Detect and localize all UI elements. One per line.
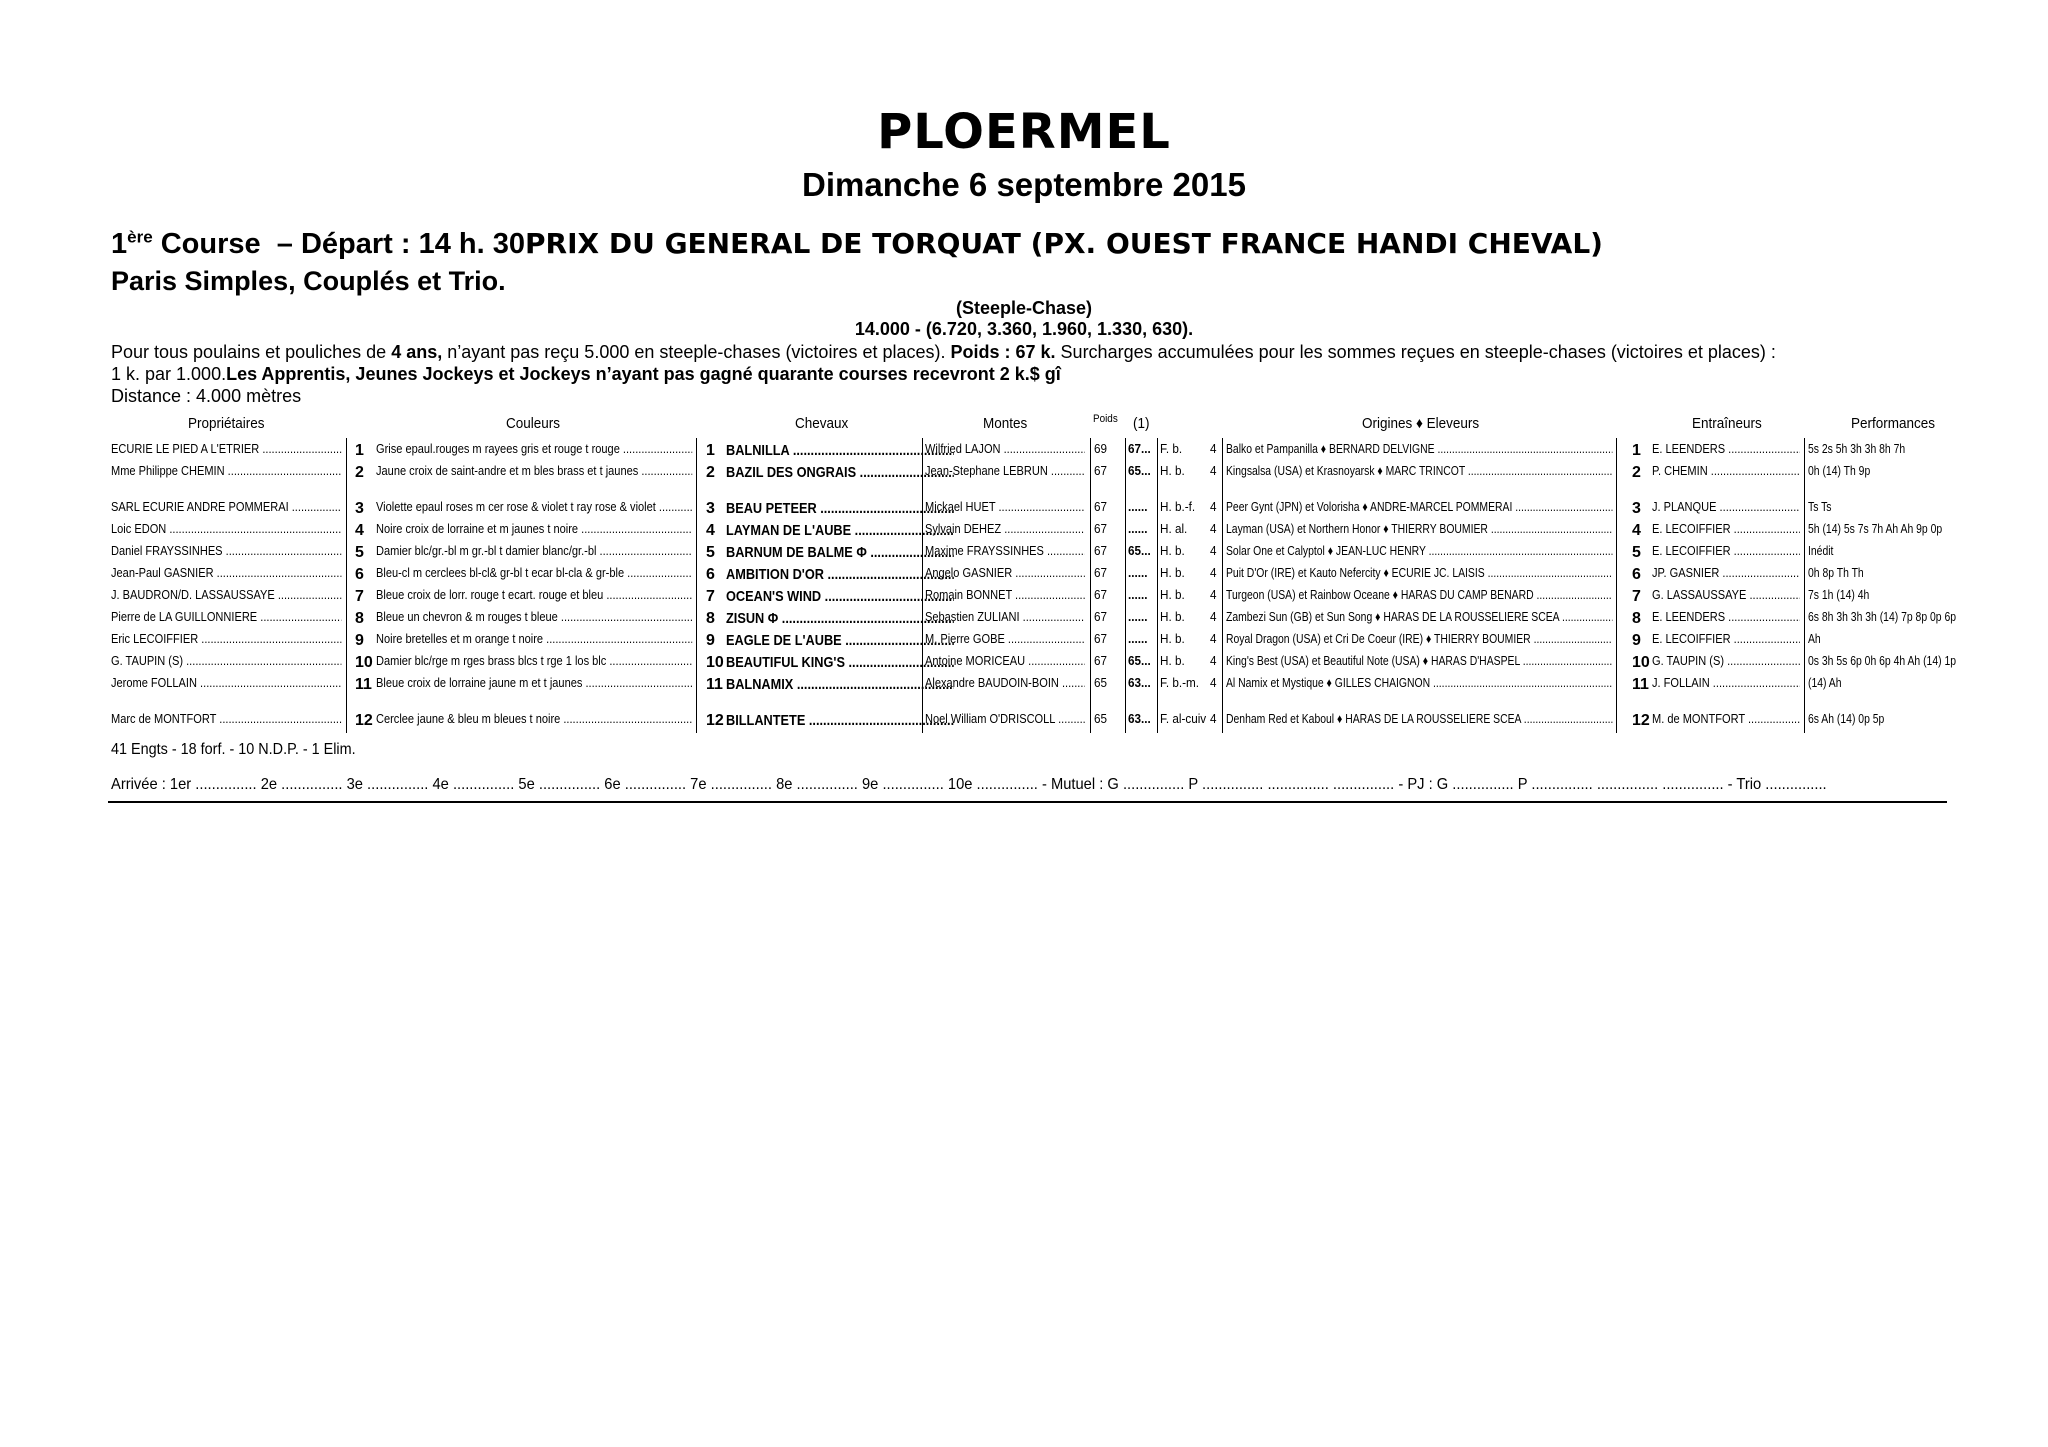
colors-cell: Grise epaul.rouges m rayees gris et rouge t rouge ..... [376, 438, 692, 460]
colors-cell: Jaune croix de saint-andre et m bles brass et t jaunes ..... [376, 460, 692, 482]
horse-name: BILLANTETE ..... [726, 708, 954, 734]
weight-cell: 67 [1094, 631, 1108, 646]
jockey-cell: Jean-Stephane LEBRUN ..... [925, 460, 1085, 482]
owner-cell: Marc de MONTFORT ..... [111, 708, 341, 730]
horse-number: 8 [706, 610, 715, 627]
age-cell: 4 [1210, 463, 1217, 478]
prize-money: 14.000 - (6.720, 3.360, 1.960, 1.330, 630). [854, 319, 1194, 339]
perf-cell: 6s Ah (14) 0p 5p [1808, 711, 1885, 726]
horse-number: 2 [706, 464, 715, 481]
age-cell: 4 [1210, 499, 1217, 514]
header-poids: Poids [1093, 413, 1118, 425]
origin-cell: Al Namix et Mystique ♦ GILLES CHAIGNON ..... [1226, 672, 1612, 694]
header-montes: Montes [983, 415, 1028, 432]
trainer-cell: E. LECOIFFIER ..... [1652, 518, 1800, 540]
age-cell: 4 [1210, 675, 1217, 690]
course-label: Course [160, 228, 261, 260]
owner-cell: J. BAUDRON/D. LASSAUSSAYE ..... [111, 584, 341, 606]
owner-cell: ECURIE LE PIED A L'ETRIER ..... [111, 438, 341, 460]
trainer-number: 7 [1632, 588, 1641, 605]
weight2-cell: ...... [1128, 499, 1148, 514]
origin-cell: Solar One et Calyptol ♦ JEAN-LUC HENRY ..... [1226, 540, 1612, 562]
sex-cell: H. b.-f. [1160, 499, 1196, 514]
perf-cell: Ts Ts [1808, 499, 1832, 514]
trainer-number: 9 [1632, 632, 1641, 649]
perf-cell: (14) Ah [1808, 675, 1842, 690]
trainer-number: 1 [1632, 442, 1641, 459]
colors-cell: Bleue un chevron & m rouges t bleue ..... [376, 606, 692, 628]
cond-extra: gî [1039, 364, 1061, 384]
horse-number: 9 [706, 632, 715, 649]
origin-cell: Zambezi Sun (GB) et Sun Song ♦ HARAS DE LA ROUSSELIERE SCEA ..... [1226, 606, 1612, 628]
horse-name: ZISUN Φ ..... [726, 606, 954, 632]
header-origines: Origines ♦ Eleveurs [1362, 415, 1480, 432]
colors-cell: Cerclee jaune & bleu m bleues t noire ..... [376, 708, 692, 730]
header-chevaux: Chevaux [795, 415, 849, 432]
trainer-cell: G. LASSAUSSAYE ..... [1652, 584, 1800, 606]
weight2-cell: ...... [1128, 565, 1148, 580]
sex-cell: H. b. [1160, 631, 1185, 646]
bet-types: Paris Simples, Couplés et Trio. [111, 266, 506, 296]
age-cell: 4 [1210, 631, 1217, 646]
colors-cell: Bleue croix de lorraine jaune m et t jaunes ..... [376, 672, 692, 694]
trainer-cell: E. LEENDERS ..... [1652, 438, 1800, 460]
jockey-cell: Angelo GASNIER ..... [925, 562, 1085, 584]
owner-number: 4 [355, 522, 364, 539]
table-row [0, 606, 2048, 628]
cond-text: Surcharges accumulées pour les sommes reçues en steeple-chases (victoires et places) : [1055, 342, 1776, 362]
weight2-cell: 65... [1128, 653, 1151, 668]
sex-cell: H. al. [1160, 521, 1188, 536]
table-row [0, 672, 2048, 694]
weight2-cell: 65... [1128, 543, 1151, 558]
weight-cell: 67 [1094, 653, 1108, 668]
owner-cell: Eric LECOIFFIER ..... [111, 628, 341, 650]
table-row [0, 628, 2048, 650]
owner-number: 2 [355, 464, 364, 481]
owner-cell: Jerome FOLLAIN ..... [111, 672, 341, 694]
trainer-cell: E. LEENDERS ..... [1652, 606, 1800, 628]
owner-cell: G. TAUPIN (S) ..... [111, 650, 341, 672]
owner-number: 8 [355, 610, 364, 627]
trainer-number: 8 [1632, 610, 1641, 627]
jockey-cell: Wilfried LAJON ..... [925, 438, 1085, 460]
trainer-number: 4 [1632, 522, 1641, 539]
table-row [0, 496, 2048, 518]
origin-cell: Denham Red et Kaboul ♦ HARAS DE LA ROUSSELIERE SCEA ..... [1226, 708, 1612, 730]
sex-cell: H. b. [1160, 653, 1185, 668]
weight-cell: 67 [1094, 587, 1108, 602]
origin-cell: Balko et Pampanilla ♦ BERNARD DELVIGNE ..... [1226, 438, 1612, 460]
table-row [0, 562, 2048, 584]
horse-name: BALNAMIX ..... [726, 672, 954, 698]
trainer-cell: J. FOLLAIN ..... [1652, 672, 1800, 694]
weight-cell: 65 [1094, 711, 1108, 726]
cond-age: 4 ans, [391, 342, 443, 362]
origin-cell: King's Best (USA) et Beautiful Note (USA) ♦ HARAS D'HASPEL ..... [1226, 650, 1612, 672]
course-number: 1 [111, 228, 128, 260]
weight2-cell: 63... [1128, 711, 1151, 726]
perf-cell: 0h (14) Th 9p [1808, 463, 1871, 478]
horse-number: 5 [706, 544, 715, 561]
trainer-number: 12 [1632, 712, 1650, 729]
colors-cell: Damier blc/rge m rges brass blcs t rge 1 los blc ..... [376, 650, 692, 672]
weight-cell: 67 [1094, 609, 1108, 624]
prix-name: PRIX DU GENERAL DE TORQUAT (PX. OUEST FRANCE HANDI CHEVAL) [525, 227, 1603, 260]
owner-number: 10 [355, 654, 373, 671]
origin-cell: Turgeon (USA) et Rainbow Oceane ♦ HARAS DU CAMP BENARD ..... [1226, 584, 1612, 606]
sex-cell: H. b. [1160, 587, 1185, 602]
jockey-cell: Sylvain DEHEZ ..... [925, 518, 1085, 540]
header-performances: Performances [1851, 415, 1936, 432]
trainer-number: 5 [1632, 544, 1641, 561]
sex-cell: H. b. [1160, 463, 1185, 478]
jockey-cell: Alexandre BAUDOIN-BOIN ..... [925, 672, 1085, 694]
header-p1: (1) [1133, 415, 1150, 432]
jockey-cell: Antoine MORICEAU ..... [925, 650, 1085, 672]
cond-weight: Poids : 67 k. [950, 342, 1056, 362]
age-cell: 4 [1210, 521, 1217, 536]
conditions-line-1 [111, 342, 1776, 363]
weight2-cell: 65... [1128, 463, 1151, 478]
trainer-cell: M. de MONTFORT ..... [1652, 708, 1800, 730]
table-row [0, 708, 2048, 730]
table-row [0, 650, 2048, 672]
trainer-number: 2 [1632, 464, 1641, 481]
owner-number: 11 [355, 676, 372, 693]
weight2-cell: ...... [1128, 631, 1148, 646]
weight2-cell: ...... [1128, 587, 1148, 602]
weight-cell: 67 [1094, 543, 1108, 558]
age-cell: 4 [1210, 587, 1217, 602]
owner-cell: SARL ECURIE ANDRE POMMERAI ..... [111, 496, 341, 518]
race-type: (Steeple-Chase) [955, 298, 1093, 318]
jockey-cell: Romain BONNET ..... [925, 584, 1085, 606]
colors-cell: Bleu-cl m cerclees bl-cl& gr-bl t ecar bl-cla & gr-ble ..... [376, 562, 692, 584]
horse-name: BARNUM DE BALME Φ ..... [726, 540, 954, 566]
perf-cell: Ah [1808, 631, 1821, 646]
horse-name: OCEAN'S WIND ..... [726, 584, 954, 610]
weight-cell: 67 [1094, 463, 1108, 478]
colors-cell: Noire bretelles et m orange t noire ..... [376, 628, 692, 650]
horse-number: 3 [706, 500, 715, 517]
owner-cell: Daniel FRAYSSINHES ..... [111, 540, 341, 562]
header-entraineurs: Entraîneurs [1692, 415, 1762, 432]
horse-name: LAYMAN DE L'AUBE ..... [726, 518, 954, 544]
horse-number: 1 [706, 442, 715, 459]
owner-number: 1 [355, 442, 364, 459]
trainer-cell: E. LECOIFFIER ..... [1652, 540, 1800, 562]
header-couleurs: Couleurs [506, 415, 561, 432]
horse-name: BAZIL DES ONGRAIS ..... [726, 460, 954, 486]
sex-cell: H. b. [1160, 543, 1185, 558]
weight2-cell: ...... [1128, 609, 1148, 624]
sex-cell: F. b.-m. [1160, 675, 1200, 690]
horse-number: 12 [706, 712, 724, 729]
perf-cell: 6s 8h 3h 3h 3h (14) 7p 8p 0p 6p [1808, 609, 1957, 624]
trainer-cell: P. CHEMIN ..... [1652, 460, 1800, 482]
horse-number: 10 [706, 654, 724, 671]
horse-name: BEAU PETEER ..... [726, 496, 954, 522]
table-row [0, 584, 2048, 606]
trainer-cell: E. LECOIFFIER ..... [1652, 628, 1800, 650]
colors-cell: Noire croix de lorraine et m jaunes t noire ..... [376, 518, 692, 540]
age-cell: 4 [1210, 609, 1217, 624]
perf-cell: Inédit [1808, 543, 1834, 558]
engagements-summary: 41 Engts - 18 forf. - 10 N.D.P. - 1 Elim. [111, 741, 356, 758]
horse-number: 6 [706, 566, 715, 583]
origin-cell: Peer Gynt (JPN) et Volorisha ♦ ANDRE-MARCEL POMMERAI ..... [1226, 496, 1612, 518]
owner-number: 3 [355, 500, 364, 517]
jockey-cell: Maxime FRAYSSINHES ..... [925, 540, 1085, 562]
horse-name: BALNILLA ..... [726, 438, 954, 464]
origin-cell: Layman (USA) et Northern Honor ♦ THIERRY BOUMIER ..... [1226, 518, 1612, 540]
bottom-rule [108, 801, 1947, 803]
trainer-cell: G. TAUPIN (S) ..... [1652, 650, 1800, 672]
weight-cell: 69 [1094, 441, 1108, 456]
sex-cell: H. b. [1160, 609, 1185, 624]
table-row [0, 460, 2048, 482]
perf-cell: 5h (14) 5s 7s 7h Ah Ah 9p 0p [1808, 521, 1943, 536]
horse-number: 7 [706, 588, 715, 605]
horse-name: BEAUTIFUL KING'S ..... [726, 650, 954, 676]
age-cell: 4 [1210, 565, 1217, 580]
colors-cell: Damier blc/gr.-bl m gr.-bl t damier blanc/gr.-bl ..... [376, 540, 692, 562]
jockey-cell: Mickael HUET ..... [925, 496, 1085, 518]
owner-number: 9 [355, 632, 364, 649]
sex-cell: F. al-cuiv [1160, 711, 1207, 726]
jockey-cell: Noel William O'DRISCOLL ..... [925, 708, 1085, 730]
owner-number: 7 [355, 588, 364, 605]
weight-cell: 65 [1094, 675, 1108, 690]
origin-cell: Royal Dragon (USA) et Cri De Coeur (IRE) ♦ THIERRY BOUMIER ..... [1226, 628, 1612, 650]
perf-cell: 7s 1h (14) 4h [1808, 587, 1870, 602]
origin-cell: Puit D'Or (IRE) et Kauto Nefercity ♦ ECURIE JC. LAISIS ..... [1226, 562, 1612, 584]
page-title: PLOERMEL [877, 104, 1171, 160]
trainer-number: 3 [1632, 500, 1641, 517]
owner-cell: Mme Philippe CHEMIN ..... [111, 460, 341, 482]
table-row [0, 438, 2048, 460]
jockey-cell: M. Pierre GOBE ..... [925, 628, 1085, 650]
cond-text: 1 k. par 1.000. [111, 364, 227, 384]
owner-number: 5 [355, 544, 364, 561]
perf-cell: 0h 8p Th Th [1808, 565, 1864, 580]
trainer-number: 11 [1632, 676, 1649, 693]
table-row [0, 540, 2048, 562]
perf-cell: 0s 3h 5s 6p 0h 6p 4h Ah (14) 1p [1808, 653, 1957, 668]
race-date: Dimanche 6 septembre 2015 [802, 166, 1246, 203]
age-cell: 4 [1210, 441, 1217, 456]
horse-number: 4 [706, 522, 715, 539]
trainer-cell: J. PLANQUE ..... [1652, 496, 1800, 518]
colors-cell: Bleue croix de lorr. rouge t ecart. rouge et bleu ..... [376, 584, 692, 606]
weight2-cell: ...... [1128, 521, 1148, 536]
header-proprietaires: Propriétaires [188, 415, 265, 432]
distance: Distance : 4.000 mètres [111, 386, 302, 406]
colors-cell: Violette epaul roses m cer rose & violet t ray rose & violet ..... [376, 496, 692, 518]
age-cell: 4 [1210, 543, 1217, 558]
cond-apprentices: Les Apprentis, Jeunes Jockeys et Jockeys n’ayant pas gagné quarante courses recevront 2 k.$ [226, 364, 1040, 384]
table-row [0, 518, 2048, 540]
trainer-cell: JP. GASNIER ..... [1652, 562, 1800, 584]
weight2-cell: 63... [1128, 675, 1151, 690]
age-cell: 4 [1210, 653, 1217, 668]
course-number-suffix: ère [127, 227, 153, 247]
cond-text: Pour tous poulains et pouliches de [111, 342, 392, 362]
course-departure: – Départ : 14 h. 30 [276, 228, 525, 260]
origin-cell: Kingsalsa (USA) et Krasnoyarsk ♦ MARC TRINCOT ..... [1226, 460, 1612, 482]
owner-number: 6 [355, 566, 364, 583]
owner-cell: Jean-Paul GASNIER ..... [111, 562, 341, 584]
cond-text: n’ayant pas reçu 5.000 en steeple-chases (victoires et places). [442, 342, 951, 362]
weight-cell: 67 [1094, 521, 1108, 536]
sex-cell: F. b. [1160, 441, 1183, 456]
owner-number: 12 [355, 712, 373, 729]
conditions-line-2 [111, 364, 1061, 385]
age-cell: 4 [1210, 711, 1217, 726]
weight-cell: 67 [1094, 499, 1108, 514]
trainer-number: 10 [1632, 654, 1650, 671]
weight-cell: 67 [1094, 565, 1108, 580]
horse-number: 11 [706, 676, 723, 693]
sex-cell: H. b. [1160, 565, 1185, 580]
horse-name: AMBITION D'OR ..... [726, 562, 954, 588]
trainer-number: 6 [1632, 566, 1641, 583]
horse-name: EAGLE DE L'AUBE ..... [726, 628, 954, 654]
perf-cell: 5s 2s 5h 3h 3h 8h 7h [1808, 441, 1906, 456]
arrivee-line: Arrivée : 1er ............... 2e ............... 3e ............... 4e ............... 5e ............... 6e ............... 7e ............... 8e ............... 9e ............... 10e ............... - Mutuel : G ............... P ............... ............... ............... - PJ : G ............... P ............... ............... ............... - Trio ............... [111, 776, 1827, 793]
jockey-cell: Sebastien ZULIANI ..... [925, 606, 1085, 628]
weight2-cell: 67... [1128, 441, 1151, 456]
owner-cell: Loic EDON ..... [111, 518, 341, 540]
owner-cell: Pierre de LA GUILLONNIERE ..... [111, 606, 341, 628]
course-heading [111, 227, 1603, 261]
